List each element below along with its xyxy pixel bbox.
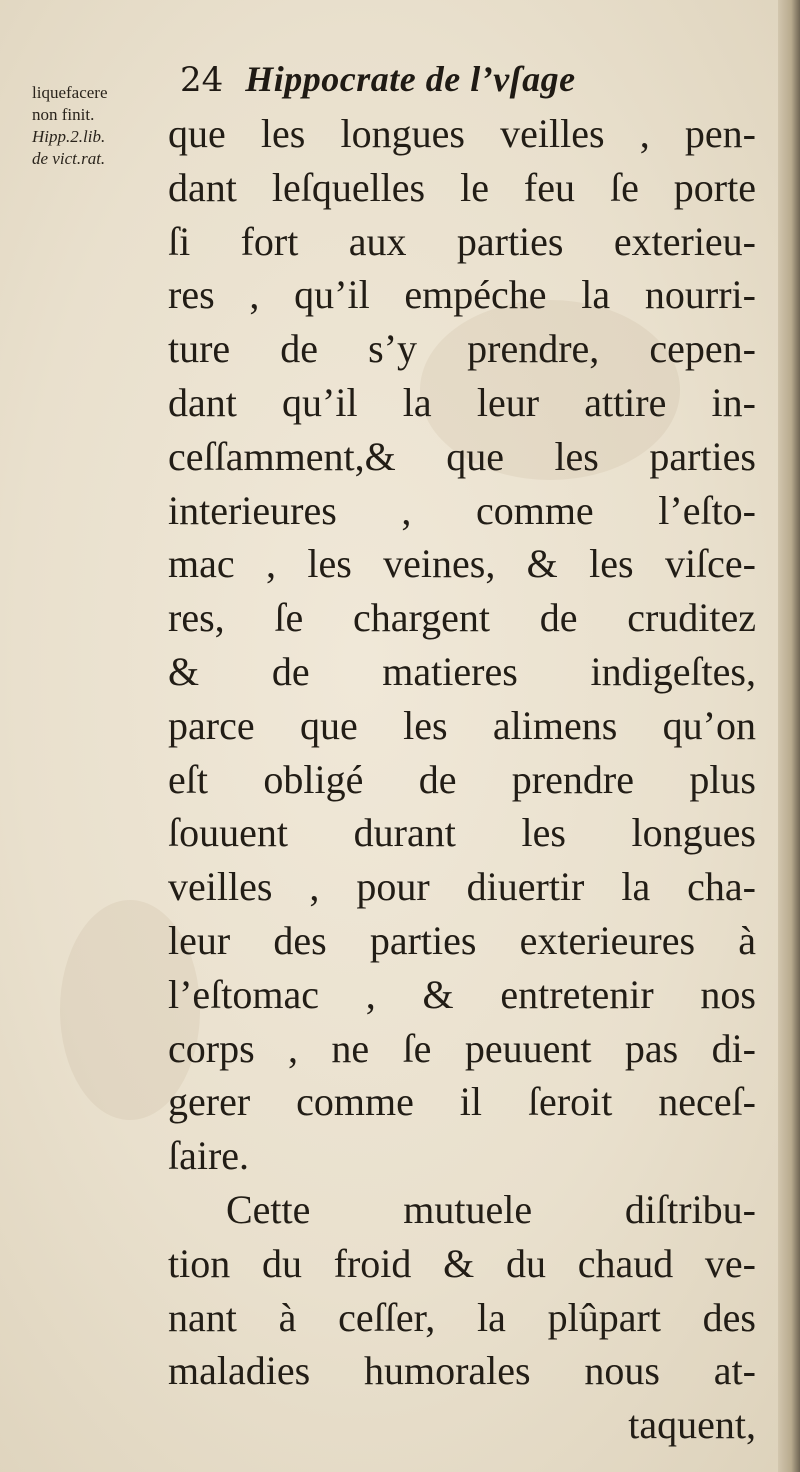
text-line: dant qu’il la leur attire in- <box>168 379 756 425</box>
text-line: que les longues veilles , pen- <box>168 111 756 156</box>
text-line: ſaire. <box>168 1133 250 1179</box>
page-gutter-edge <box>778 0 800 1472</box>
text-line: l’eſtomac , & entretenir nos <box>168 971 756 1017</box>
text-line: corps , ne ſe peuuent pas di- <box>168 1025 756 1071</box>
text-line: & de matieres indigeſtes, <box>168 648 756 694</box>
page-header <box>180 58 576 108</box>
text-line: res , qu’il empéche la nourri- <box>168 272 756 318</box>
margin-note-line: Hipp.2.lib. <box>32 127 106 146</box>
text-line: eſt obligé de prendre plus <box>168 756 756 802</box>
body-text <box>168 107 756 1452</box>
margin-note-line: liquefacere <box>32 83 108 102</box>
text-line: tion du froid & du chaud ve- <box>168 1240 756 1286</box>
margin-note-line: de vict.rat. <box>32 149 106 168</box>
text-line: ceſſamment,& que les parties <box>168 433 756 479</box>
text-line: ſouuent durant les longues <box>168 810 756 856</box>
text-line: Cette mutuele diſtribu- <box>226 1186 756 1232</box>
text-line: dant leſquelles le feu ſe porte <box>168 164 756 210</box>
text-line: interieures , comme l’eſto- <box>168 487 756 533</box>
text-line: ſi fort aux parties exterieu- <box>168 218 756 264</box>
text-line: parce que les alimens qu’on <box>168 702 756 748</box>
text-line: veilles , pour diuertir la cha- <box>168 864 756 910</box>
text-line: taquent, <box>628 1402 756 1448</box>
text-line: nant à ceſſer, la plûpart des <box>168 1294 756 1340</box>
page-number: 24 <box>180 60 224 100</box>
text-line: ture de s’y prendre, cepen- <box>168 326 756 372</box>
text-line: res, ſe chargent de cruditez <box>168 595 756 641</box>
running-title: Hippocrate de l’vſage <box>245 59 576 99</box>
margin-note <box>32 82 162 170</box>
text-line: gerer comme il ſeroit neceſ- <box>168 1079 756 1125</box>
text-line: maladies humorales nous at- <box>168 1348 756 1394</box>
text-line: mac , les veines, & les viſce- <box>168 541 756 587</box>
margin-note-line: non finit. <box>32 105 95 124</box>
text-line: leur des parties exterieures à <box>168 917 756 963</box>
